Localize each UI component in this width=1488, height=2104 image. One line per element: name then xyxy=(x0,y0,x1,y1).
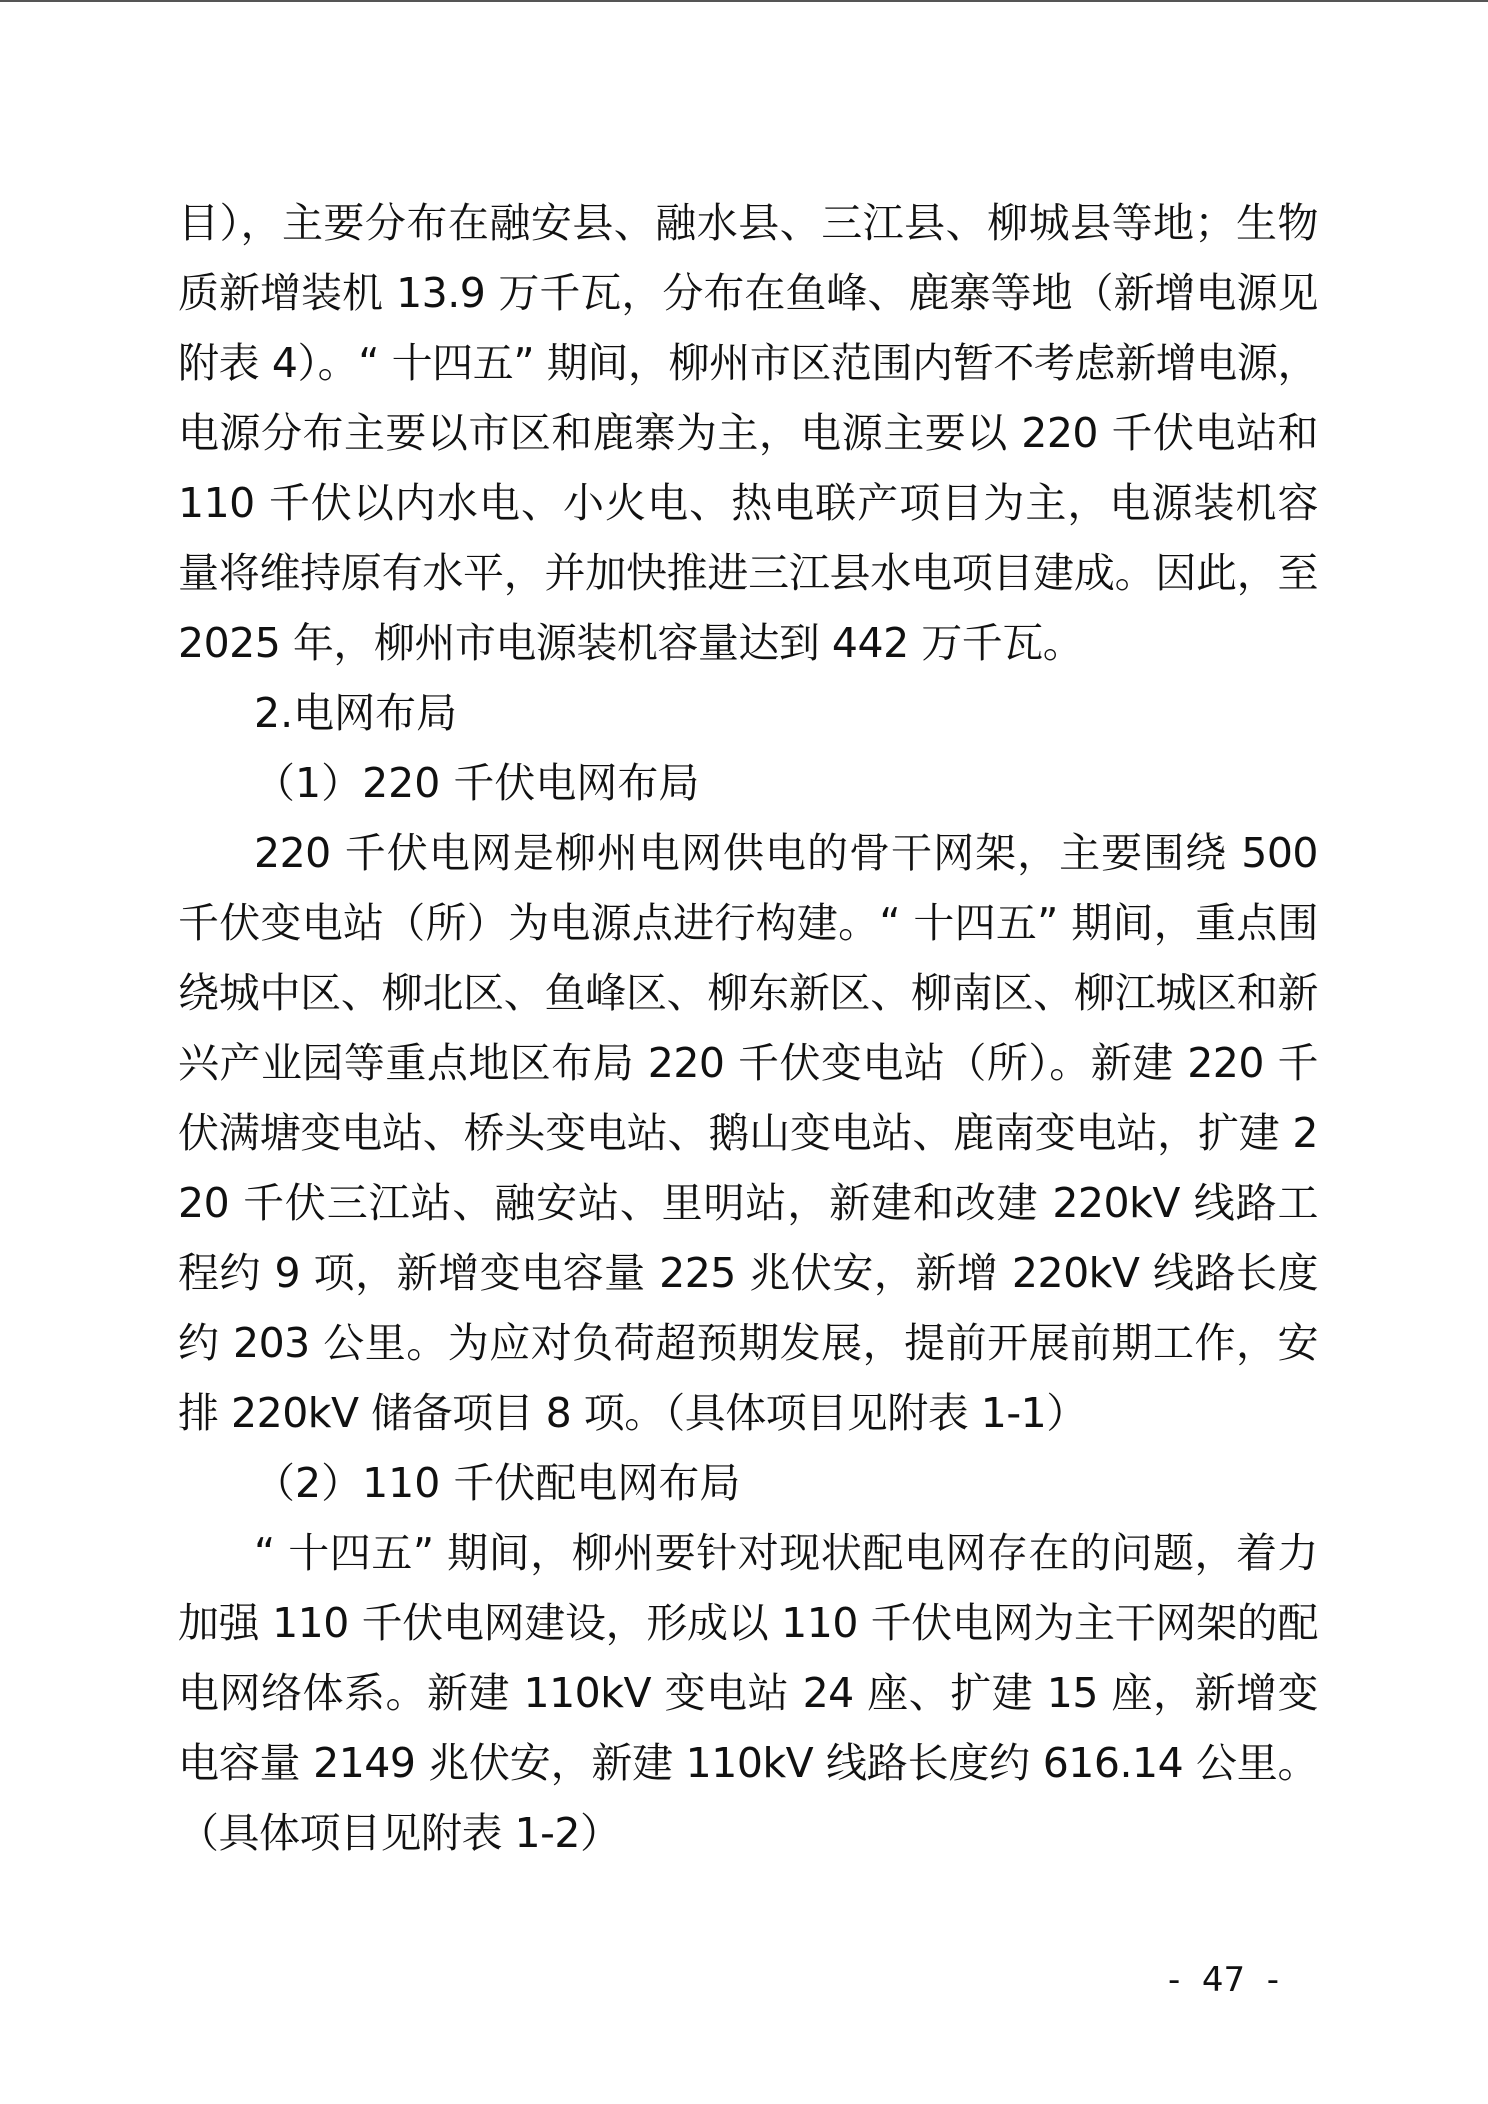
page-top-border xyxy=(0,0,1488,2)
page-number: - 47 - xyxy=(1168,1960,1280,2000)
subsection-heading-110kv: （2）110 千伏配电网布局 xyxy=(254,1459,741,1507)
paragraph-220kv-grid: 220 千伏电网是柳州电网供电的骨干网架，主要围绕 500 千伏变电站（所）为电源点进行构建。“ 十四五” 期间，重点围绕城中区、柳北区、鱼峰区、柳东新区、柳南区、柳江城区和新兴产业园等重点地区布局 220 千伏变电站（所）。新建 220 千伏满塘变电站、桥头变电站、鹅山变电站、鹿南变电站，扩建 220 千伏三江站、融安站、里明站，新建和改建 220kV 线路工程约 9 项，新增变电容量 225 兆伏安，新增 220kV 线路长度约 203 公里。为应对负荷超预期发展，提前开展前期工作，安排 220kV 储备项目 8 项。（具体项目见附表 1-1） xyxy=(178,829,1318,1437)
section-heading-grid-layout: 2.电网布局 xyxy=(254,689,458,737)
paragraph-power-source-distribution: 目），主要分布在融安县、融水县、三江县、柳城县等地；生物质新增装机 13.9 万千瓦，分布在鱼峰、鹿寨等地（新增电源见附表 4）。“ 十四五” 期间，柳州市区范围内暂不考虑新增电源，电源分布主要以市区和鹿寨为主，电源主要以 220 千伏电站和 110 千伏以内水电、小火电、热电联产项目为主，电源装机容量将维持原有水平，并加快推进三江县水电项目建成。因此，至 2025 年，柳州市电源装机容量达到 442 万千瓦。 xyxy=(178,199,1318,667)
document-body xyxy=(178,188,1318,1868)
subsection-heading-220kv: （1）220 千伏电网布局 xyxy=(254,759,700,807)
paragraph-110kv-grid: “ 十四五” 期间，柳州要针对现状配电网存在的问题，着力加强 110 千伏电网建设，形成以 110 千伏电网为主干网架的配电网络体系。新建 110kV 变电站 24 座、扩建 15 座，新增变电容量 2149 兆伏安，新建 110kV 线路长度约 616.14 公里。（具体项目见附表 1-2） xyxy=(178,1529,1318,1857)
